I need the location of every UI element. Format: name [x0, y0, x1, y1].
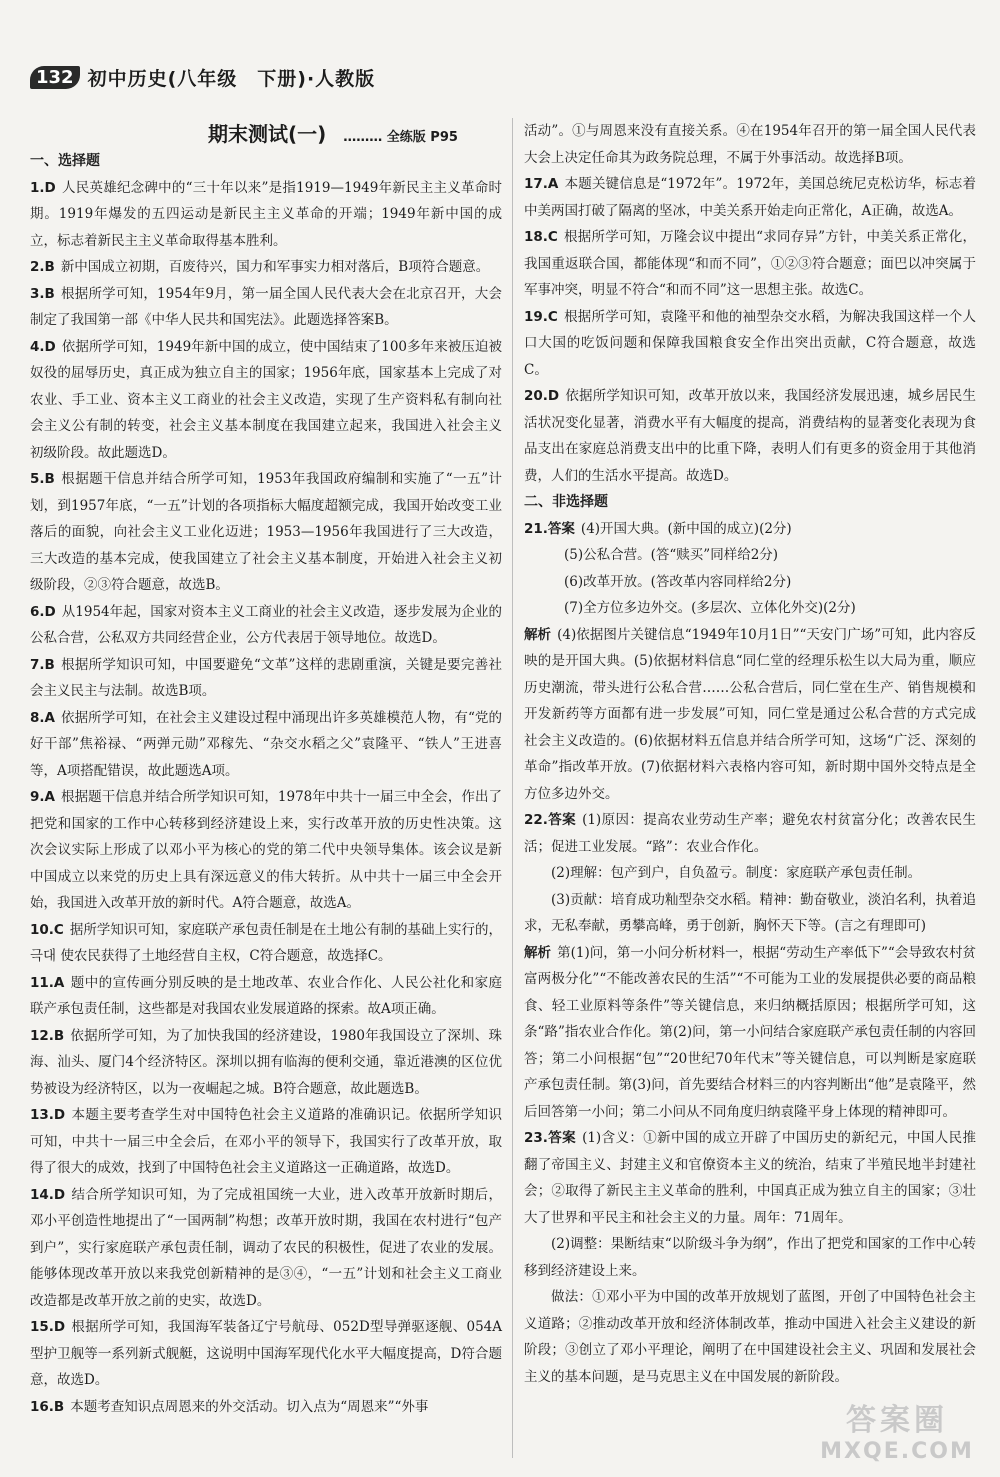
item-number: 2.B — [30, 259, 55, 275]
answer-item — [524, 304, 976, 384]
answer-item — [30, 917, 502, 970]
item-number: 10.C — [30, 921, 64, 938]
q21-analysis-label: 解析 — [524, 626, 552, 643]
left-answer-list — [30, 175, 502, 1421]
q21-answer-1: (5)公私合营。(答“赎买”同样给2分) — [564, 547, 779, 563]
answer-item — [524, 383, 976, 489]
item-text: 根据题干信息并结合所学知识可知，1978年中共十一届三中全会，作出了把党和国家的工作中心转移到经济建设上来，实行改革开放的历史性决策。这次会议实际上形成了以邓小平为核心的党的第二代中央领导集体。该会议是新中国成立以来党的历史上具有深远意义的伟大转折。从中共十一届三中全会开始，我国进入改革开放的新时代。A符合题意，故选A。 — [30, 789, 502, 911]
answer-item — [30, 281, 502, 334]
q23-part3: 做法：①邓小平为中国的改革开放规划了蓝图，开创了中国特色社会主义道路；②推动改革开放和经济体制改革，推动中国进入社会主义建设的新阶段；③创立了邓小平理论，阐明了在中国建设社会主义、巩固和发展社会主义的基本问题，是马克思主义在中国发展的新阶段。 — [524, 1289, 976, 1385]
q22-answer-0: (1)原因：提高农业劳动生产率；避免农村贫富分化；改善农民生活；促进工业发展。“路”：农业合作化。 — [524, 812, 976, 855]
item-text: 依据所学可知，在社会主义建设过程中涌现出许多英雄模范人物，有“党的好干部”焦裕禄、“两弹元勋”邓稼先、“杂交水稻之父”袁隆平、“铁人”王进喜等，A项搭配错误，故此题选A项。 — [30, 709, 502, 779]
page-header — [30, 62, 375, 92]
q23-part1: (1)含义：①新中国的成立开辟了中国历史的新纪元，中国人民推翻了帝国主义、封建主义和官僚资本主义的统治，结束了半殖民地半封建社会；②取得了新民主主义革命的胜利，中国真正成为独立自主的国家；③壮大了世界和平民主和社会主义的力量。周年：71周年。 — [524, 1130, 976, 1226]
watermark-text: 答案圈 — [846, 1403, 948, 1438]
q21-answer-2: (6)改革开放。(答改革内容同样给2分) — [564, 573, 792, 590]
part1-heading: 一、选择题 — [30, 153, 100, 169]
q23-part2: (2)调整：果断结束“以阶级斗争为纲”，作出了把党和国家的工作中心转移到经济建设上来。 — [524, 1236, 976, 1279]
answer-item — [30, 1394, 502, 1421]
q21-answer-3: (7)全方位多边外交。(多层次、立体化外交)(2分) — [564, 600, 856, 616]
item-number: 5.B — [30, 471, 55, 487]
item-number: 12.B — [30, 1027, 65, 1044]
question-21 — [524, 516, 976, 808]
watermark-url: MXQE.COM — [820, 1439, 974, 1464]
right-answer-list — [524, 171, 976, 489]
answer-item — [524, 224, 976, 304]
q23-answer-label: 23.答案 — [524, 1130, 577, 1146]
answer-item — [30, 652, 502, 705]
item-text: 人民英雄纪念碑中的“三十年以来”是指1919—1949年新民主主义革命时期。1919年爆发的五四运动是新民主主义革命的开端；1949年新中国的成立，标志着新民主主义革命取得基本胜利。 — [30, 179, 502, 249]
section-title — [208, 118, 508, 147]
item-text: 本题考查知识点周恩来的外交活动。切入点为“周恩来”“外事 — [70, 1398, 429, 1415]
item-number: 18.C — [524, 229, 558, 245]
answer-item — [30, 1182, 502, 1315]
item-text: 依据所学可知，为了加快我国的经济建设，1980年我国设立了深圳、珠海、汕头、厦门4个经济特区。深圳以拥有临海的便利交通，靠近港澳的区位优势被设为经济特区，以为一夜崛起之城。B符合题意，故此题选B。 — [30, 1027, 502, 1097]
item-text: 根据所学可知，袁隆平和他的袖型杂交水稻，为解决我国这样一个人口大国的吃饭问题和保障我国粮食安全作出突出贡献，C符合题意，故选C。 — [524, 308, 976, 378]
question-22 — [524, 807, 976, 1125]
item-number: 7.B — [30, 656, 55, 673]
answer-item — [524, 171, 976, 224]
item-number: 4.D — [30, 338, 56, 355]
question-23 — [524, 1125, 976, 1390]
item-text: 新中国成立初期，百废待兴，国力和军事实力相对落后，B项符合题意。 — [60, 259, 490, 275]
answer-item — [30, 784, 502, 917]
q22-answer-2: (3)贡献：培育成功籼型杂交水稻。精神：勤奋敬业，淡泊名利，执着追求，无私奉献，勇攀高峰，勇于创新，胸怀天下等。(言之有理即可) — [524, 891, 976, 934]
item-number: 16.B — [30, 1398, 65, 1415]
item-number: 3.B — [30, 285, 55, 302]
item-text: 本题主要考查学生对中国特色社会主义道路的准确识记。依据所学知识可知，中共十一届三中全会后，在邓小平的领导下，我国实行了改革开放，取得了很大的成效，找到了中国特色社会主义道路这一正确道路，故选D。 — [30, 1107, 502, 1176]
item-number: 19.C — [524, 308, 558, 325]
watermark-logo — [812, 1402, 982, 1468]
item-number: 9.A — [30, 789, 55, 805]
answer-item — [30, 466, 502, 599]
answer-item — [30, 1023, 502, 1103]
item-text: 依据所学可知，1949年新中国的成立，使中国结束了100多年来被压迫被奴役的屈辱历史，真正成为独立自主的国家；1956年底，国家基本上完成了对农业、手工业、资本主义工商业的社会主义改造，实现了生产资料私有制向社会主义公有制的转变，社会主义基本制度在我国建立起来，我国进入社会主义初级阶段。故此题选D。 — [30, 338, 502, 461]
item-text: 结合所学知识可知，为了完成祖国统一大业，进入改革开放新时期后，邓小平创造性地提出了“一国两制”构想；改革开放时期，我国在农村进行“包产到户”，实行家庭联产承包责任制，调动了农民的积极性，促进了农业的发展。能够体现改革开放以来我党创新精神的是③④，“一五”计划和社会主义工商业改造都是改革开放之前的史实，故选D。 — [30, 1186, 502, 1309]
item-number: 13.D — [30, 1107, 66, 1123]
reference-label: ……… 全练版 P95 — [343, 130, 458, 145]
item-text: 根据所学可知，我国海军装备辽宁号航母、052D型导弹驱逐舰、054A型护卫舰等一系列新式舰艇，这说明中国海军现代化水平大幅度提高，D符合题意，故选D。 — [30, 1319, 502, 1388]
page-number: 132 — [30, 66, 80, 89]
item-text: 本题关键信息是“1972年”。1972年，美国总统尼克松访华，标志着中美两国打破了隔离的坚冰，中美关系开始走向正常化，A正确，故选A。 — [524, 176, 976, 219]
answer-item — [30, 970, 502, 1023]
item-number: 20.D — [524, 388, 560, 404]
book-title: 初中历史(八年级 下册)·人教版 — [87, 67, 376, 90]
q21-analysis: (4)依据图片关键信息“1949年10月1日”“天安门广场”可知，此内容反映的是开国大典。(5)依据材料信息“同仁堂的经理乐松生以大局为重，顺应历史潮流，带头进行公私合营……公私合营后，同仁堂在生产、销售规模和开发新药等方面都有进一步发展”可知，同仁堂是通过公私合营的方式完成社会主义改造的。(6)依据材料五信息并结合所学可知，这场“广泛、深刻的革命”指改革开放。(7)依据材料六表格内容可知，新时期中国外交特点是全方位多边外交。 — [524, 626, 976, 802]
item-number: 17.A — [524, 176, 559, 192]
q22-answer-1: (2)理解：包产到户，自负盈亏。制度：家庭联产承包责任制。 — [551, 865, 922, 881]
answer-item — [30, 1102, 502, 1182]
answer-item — [30, 599, 502, 652]
item-number: 14.D — [30, 1186, 66, 1203]
item-number: 15.D — [30, 1319, 66, 1335]
answer-item — [30, 334, 502, 467]
item-text: 根据所学可知，1954年9月，第一届全国人民代表大会在北京召开，大会制定了我国第一部《中华人民共和国宪法》。此题选择答案B。 — [30, 285, 502, 328]
test-title: 期末测试(一) — [208, 122, 327, 146]
q21-answer-0: (4)开国大典。(新中国的成立)(2分) — [580, 520, 792, 537]
part2-heading: 二、非选择题 — [524, 494, 608, 510]
item-text: 据所学知识可知，家庭联产承包责任制是在土地公有制的基础上实行的，극대 使农民获得了土地经营自主权，C符合题意，故选择C。 — [30, 921, 502, 964]
left-column — [30, 148, 502, 1420]
answer-item — [30, 254, 502, 281]
q22-analysis: 第(1)问，第一小问分析材料一，根据“劳动生产率低下”“会导致农村贫富两极分化”“不能改善农民的生活”“不可能为工业的发展提供必要的商品粮食、轻工业原料等条件”等关键信息，来归纳概括原因；根据所学可知，这条“路”指农业合作化。第(2)问，第一小问结合家庭联产承包责任制的内容回答；第二小问根据“包”“20世纪70年代末”等关键信息，可以判断是家庭联产承包责任制。第(3)问，首先要结合材料三的内容判断出“他”是袁隆平，然后回答第一小问；第二小问从不同角度归纳袁隆平身上体现的精神即可。 — [524, 944, 977, 1120]
answer-item — [30, 1314, 502, 1394]
item-text: 从1954年起，国家对资本主义工商业的社会主义改造，逐步发展为企业的公私合营，公私双方共同经营企业，公方代表居于领导地位。故选D。 — [30, 603, 502, 646]
item-text: 依据所学知识可知，改革开放以来，我国经济发展迅速，城乡居民生活状况变化显著，消费水平有大幅度的提高，消费结构的显著变化表现为食品支出在家庭总消费支出中的比重下降，表明人们有更多的资金用于其他消费，人们的生活水平提高。故选D。 — [524, 388, 976, 484]
item-text: 题中的宣传画分别反映的是土地改革、农业合作化、人民公社化和家庭联产承包责任制，这些都是对我国农业发展道路的探索。故A项正确。 — [30, 974, 502, 1017]
right-column — [524, 118, 976, 1390]
item-text: 根据所学可知，万隆会议中提出“求同存异”方针，中美关系正常化，我国重返联合国，都能体现“和而不同”，①②③符合题意；面巴以冲突属于军事冲突，明显不符合“和而不同”这一思想主张。故选C。 — [524, 229, 976, 298]
q22-answer-label: 22.答案 — [524, 812, 577, 828]
q21-answer-label: 21.答案 — [524, 520, 575, 537]
item-number: 11.A — [30, 974, 65, 991]
q22-analysis-label: 解析 — [524, 944, 552, 961]
item-16-continued: 活动”。①与周恩来没有直接关系。④在1954年召开的第一届全国人民代表大会上决定任命其为政务院总理，不属于外事活动。故选择B项。 — [524, 123, 976, 166]
item-number: 8.A — [30, 709, 55, 726]
answer-item — [30, 705, 502, 785]
answer-item — [30, 175, 502, 255]
item-text: 根据所学知识可知，中国要避免“文革”这样的悲剧重演，关键是要完善社会主义民主与法制。故选B项。 — [30, 656, 502, 699]
item-number: 6.D — [30, 603, 56, 620]
item-number: 1.D — [30, 179, 56, 196]
item-text: 根据题干信息并结合所学可知，1953年我国政府编制和实施了“一五”计划，到1957年底，“一五”计划的各项指标大幅度超额完成，我国开始改变工业落后的面貌，向社会主义工业化迈进；1953—1956年我国进行了三大改造，三大改造的基本完成，使我国建立了社会主义基本制度，开始进入社会主义初级阶段，②③符合题意，故选B。 — [30, 471, 502, 593]
column-divider — [512, 118, 513, 1458]
